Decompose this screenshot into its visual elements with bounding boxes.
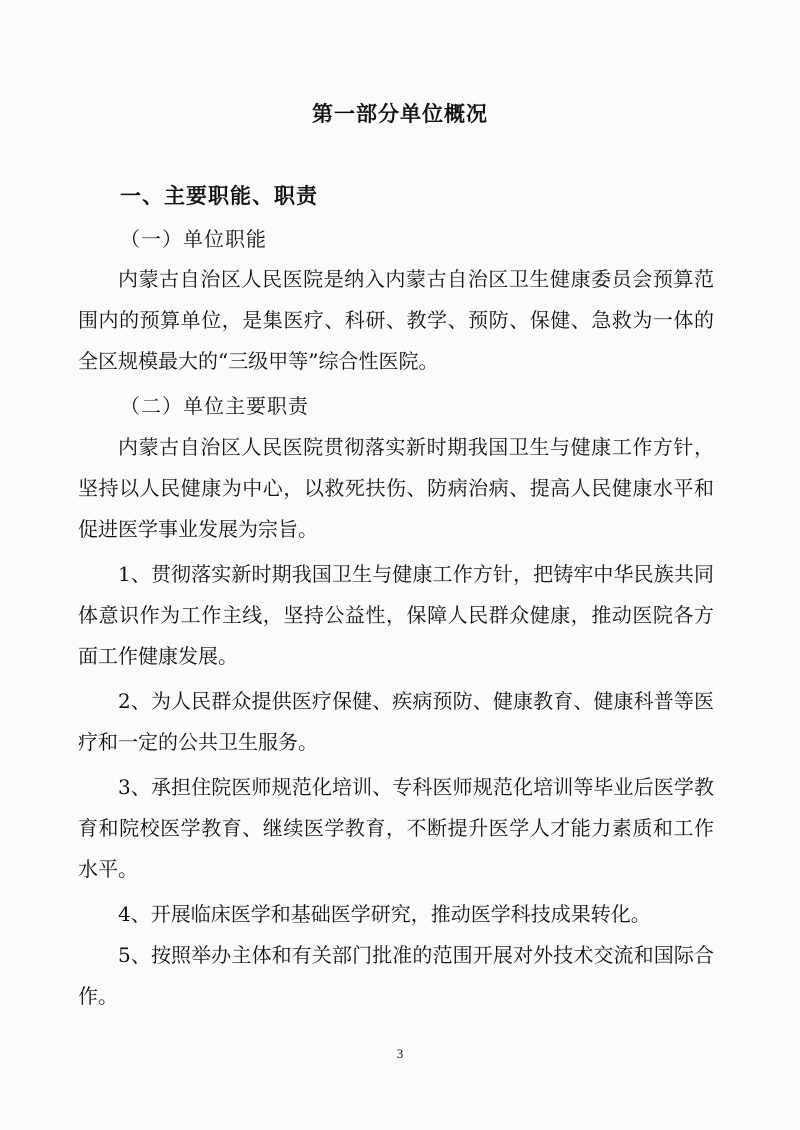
duty-item: 4、开展临床医学和基础医学研究，推动医学科技成果转化。 — [118, 902, 651, 926]
duty-item: 5、按照举办主体和有关部门批准的范围开展对外技术交流和国际合作。 — [78, 943, 714, 1008]
duty-item: 3、承担住院医师规范化培训、专科医师规范化培训等毕业后医学教育和院校医学教育、继续医学教育，不断提升医学人才能力素质和工作水平。 — [78, 775, 714, 881]
duty-item: 1、贯彻落实新时期我国卫生与健康工作方针，把铸牢中华民族共同体意识作为工作主线，坚持公益性，保障人民群众健康，推动医院各方面工作健康发展。 — [78, 562, 714, 668]
page-number: 3 — [396, 1046, 404, 1061]
subsection-heading-duties: （二）单位主要职责 — [120, 394, 309, 418]
page-title: 第一部分单位概况 — [312, 102, 488, 126]
subsection-heading-functions: （一）单位职能 — [120, 227, 267, 251]
duty-item: 2、为人民群众提供医疗保健、疾病预防、健康教育、健康科普等医疗和一定的公共卫生服务。 — [78, 689, 714, 754]
duties-intro-paragraph: 内蒙古自治区人民医院贯彻落实新时期我国卫生与健康工作方针，坚持以人民健康为中心，以救死扶伤、防病治病、提高人民健康水平和促进医学事业发展为宗旨。 — [78, 435, 714, 541]
functions-paragraph: 内蒙古自治区人民医院是纳入内蒙古自治区卫生健康委员会预算范围内的预算单位，是集医疗、科研、教学、预防、保健、急救为一体的全区规模最大的“三级甲等”综合性医院。 — [78, 267, 714, 373]
section-heading: 一、主要职能、职责 — [120, 184, 318, 208]
